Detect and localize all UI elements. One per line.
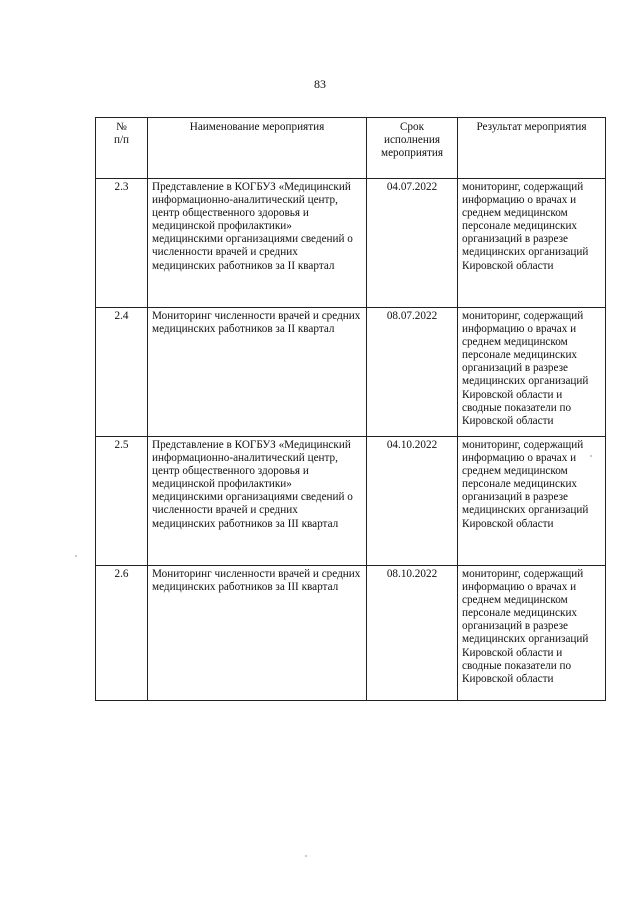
table-row bbox=[96, 308, 606, 437]
header-result bbox=[458, 118, 606, 179]
header-activity-name-text: Наименование мероприятия bbox=[189, 121, 325, 133]
table-row bbox=[96, 437, 606, 566]
row-deadline: 04.10.2022 bbox=[367, 437, 458, 566]
scan-speck bbox=[75, 555, 77, 557]
header-number-text: № п/п bbox=[113, 121, 130, 147]
row-activity-name: Мониторинг численности врачей и средних медицинских работников за II квартал bbox=[148, 308, 367, 437]
table-row bbox=[96, 566, 606, 701]
row-activity-name: Представление в КОГБУЗ «Медицинский информационно-аналитический центр, центр общественного здоровья и медицинской профилактики» медицинскими организациями сведений о численности врачей и средних медицинских работников за II квартал bbox=[148, 179, 367, 308]
row-number: 2.4 bbox=[96, 308, 148, 437]
activities-table bbox=[95, 117, 606, 701]
page-number: 83 bbox=[314, 77, 326, 91]
header-deadline bbox=[367, 118, 458, 179]
row-result: мониторинг, содержащий информацию о врачах и среднем медицинском персонале медицинских организаций в разрезе медицинских организаций Кировской области и сводные показатели по Кировской области bbox=[458, 308, 606, 437]
row-deadline: 08.07.2022 bbox=[367, 308, 458, 437]
row-result: мониторинг, содержащий информацию о врачах и среднем медицинском персонале медицинских организаций в разрезе медицинских организаций Кировской области bbox=[458, 179, 606, 308]
row-number: 2.3 bbox=[96, 179, 148, 308]
table-row bbox=[96, 179, 606, 308]
scan-speck bbox=[590, 455, 592, 457]
header-result-text: Результат мероприятия bbox=[476, 121, 587, 133]
row-number: 2.5 bbox=[96, 437, 148, 566]
row-result: мониторинг, содержащий информацию о врачах и среднем медицинском персонале медицинских организаций в разрезе медицинских организаций Кировской области и сводные показатели по Кировской области bbox=[458, 566, 606, 701]
header-number bbox=[96, 118, 148, 179]
row-result: мониторинг, содержащий информацию о врачах и среднем медицинском персонале медицинских организаций в разрезе медицинских организаций Кировской области bbox=[458, 437, 606, 566]
scan-speck bbox=[305, 855, 307, 857]
row-deadline: 04.07.2022 bbox=[367, 179, 458, 308]
row-deadline: 08.10.2022 bbox=[367, 566, 458, 701]
row-activity-name: Мониторинг численности врачей и средних медицинских работников за III квартал bbox=[148, 566, 367, 701]
header-activity-name bbox=[148, 118, 367, 179]
table-header-row bbox=[96, 118, 606, 179]
header-deadline-text: Срок исполнения мероприятия bbox=[381, 121, 443, 160]
row-number: 2.6 bbox=[96, 566, 148, 701]
row-activity-name: Представление в КОГБУЗ «Медицинский информационно-аналитический центр, центр общественного здоровья и медицинской профилактики» медицинскими организациями сведений о численности врачей и средних медицинских работников за III квартал bbox=[148, 437, 367, 566]
